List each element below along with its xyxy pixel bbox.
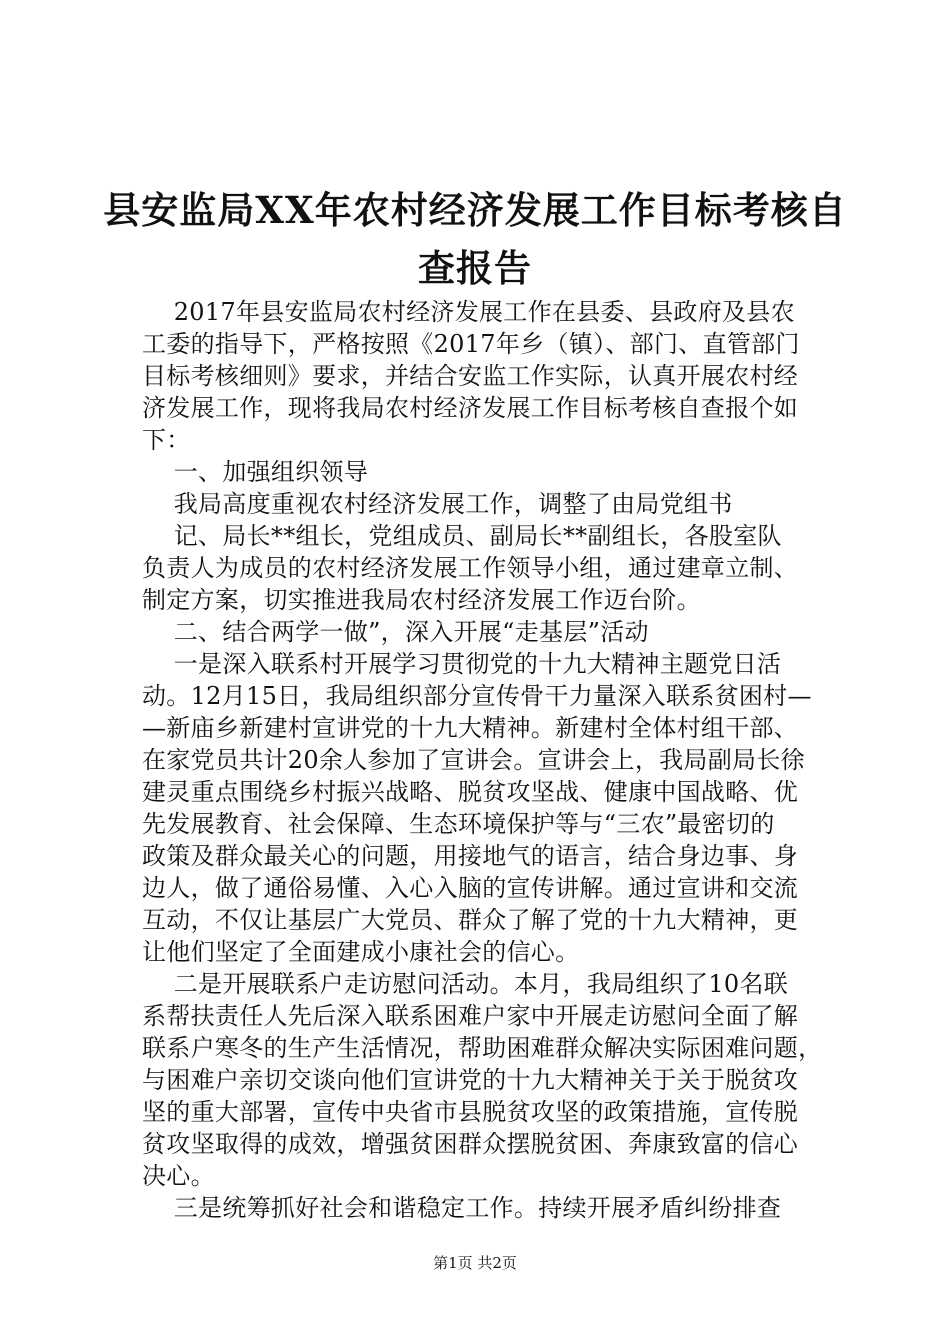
body-line: 下： [142,426,191,454]
page-number-footer: 第1页 共2页 [433,1254,517,1272]
body-line: 贫攻坚取得的成效，增强贫困群众摆脱贫困、奔康致富的信心 [142,1130,799,1158]
body-line: 工委的指导下，严格按照《2017年乡（镇）、部门、直管部门 [142,330,800,358]
body-line: 互动，不仅让基层广大党员、群众了解了党的十九大精神，更 [142,906,799,934]
body-line: 系帮扶责任人先后深入联系困难户家中开展走访慰问全面了解 [142,1002,799,1030]
body-line: 决心。 [142,1162,215,1190]
body-line: 政策及群众最关心的问题，用接地气的语言，结合身边事、身 [142,842,799,870]
body-line: 一是深入联系村开展学习贯彻党的十九大精神主题党日活 [142,650,782,678]
body-line: 让他们坚定了全面建成小康社会的信心。 [142,938,580,966]
body-line: 2017年县安监局农村经济发展工作在县委、县政府及县农 [142,298,795,326]
body-line: 记、局长**组长，党组成员、副局长**副组长，各股室队 [142,522,782,550]
title-line-1: 县安监局XX年农村经济发展工作目标考核自 [103,188,847,232]
body-line: 三是统筹抓好社会和谐稳定工作。持续开展矛盾纠纷排查 [142,1194,782,1222]
body-line: 坚的重大部署，宣传中央省市县脱贫攻坚的政策措施，宣传脱 [142,1098,799,1126]
title-line-2: 查报告 [418,246,532,290]
body-line: 我局高度重视农村经济发展工作，调整了由局党组书 [142,490,733,518]
section-heading: 一、加强组织领导 [142,458,369,486]
body-line: 济发展工作，现将我局农村经济发展工作目标考核自查报个如 [142,394,799,422]
body-line: 先发展教育、社会保障、生态环境保护等与“三农”最密切的 [142,810,775,838]
body-line: 动。12月15日，我局组织部分宣传骨干力量深入联系贫困村— [142,682,812,710]
body-line: —新庙乡新建村宣讲党的十九大精神。新建村全体村组干部、 [142,714,799,742]
body-line: 目标考核细则》要求，并结合安监工作实际，认真开展农村经 [142,362,799,390]
body-line: 建灵重点围绕乡村振兴战略、脱贫攻坚战、健康中国战略、优 [142,778,799,806]
body-line: 制定方案，切实推进我局农村经济发展工作迈台阶。 [142,586,701,614]
body-line: 在家党员共计20余人参加了宣讲会。宣讲会上，我局副局长徐 [142,746,805,774]
body-line: 边人，做了通俗易懂、入心入脑的宣传讲解。通过宣讲和交流 [142,874,799,902]
body-line: 二是开展联系户走访慰问活动。本月，我局组织了10名联 [142,970,789,998]
section-heading: 二、结合两学一做”，深入开展“走基层”活动 [142,618,649,646]
body-line: 联系户寒冬的生产生活情况，帮助困难群众解决实际困难问题， [142,1034,823,1062]
body-line: 负责人为成员的农村经济发展工作领导小组，通过建章立制、 [142,554,799,582]
body-line: 与困难户亲切交谈向他们宣讲党的十九大精神关于关于脱贫攻 [142,1066,799,1094]
